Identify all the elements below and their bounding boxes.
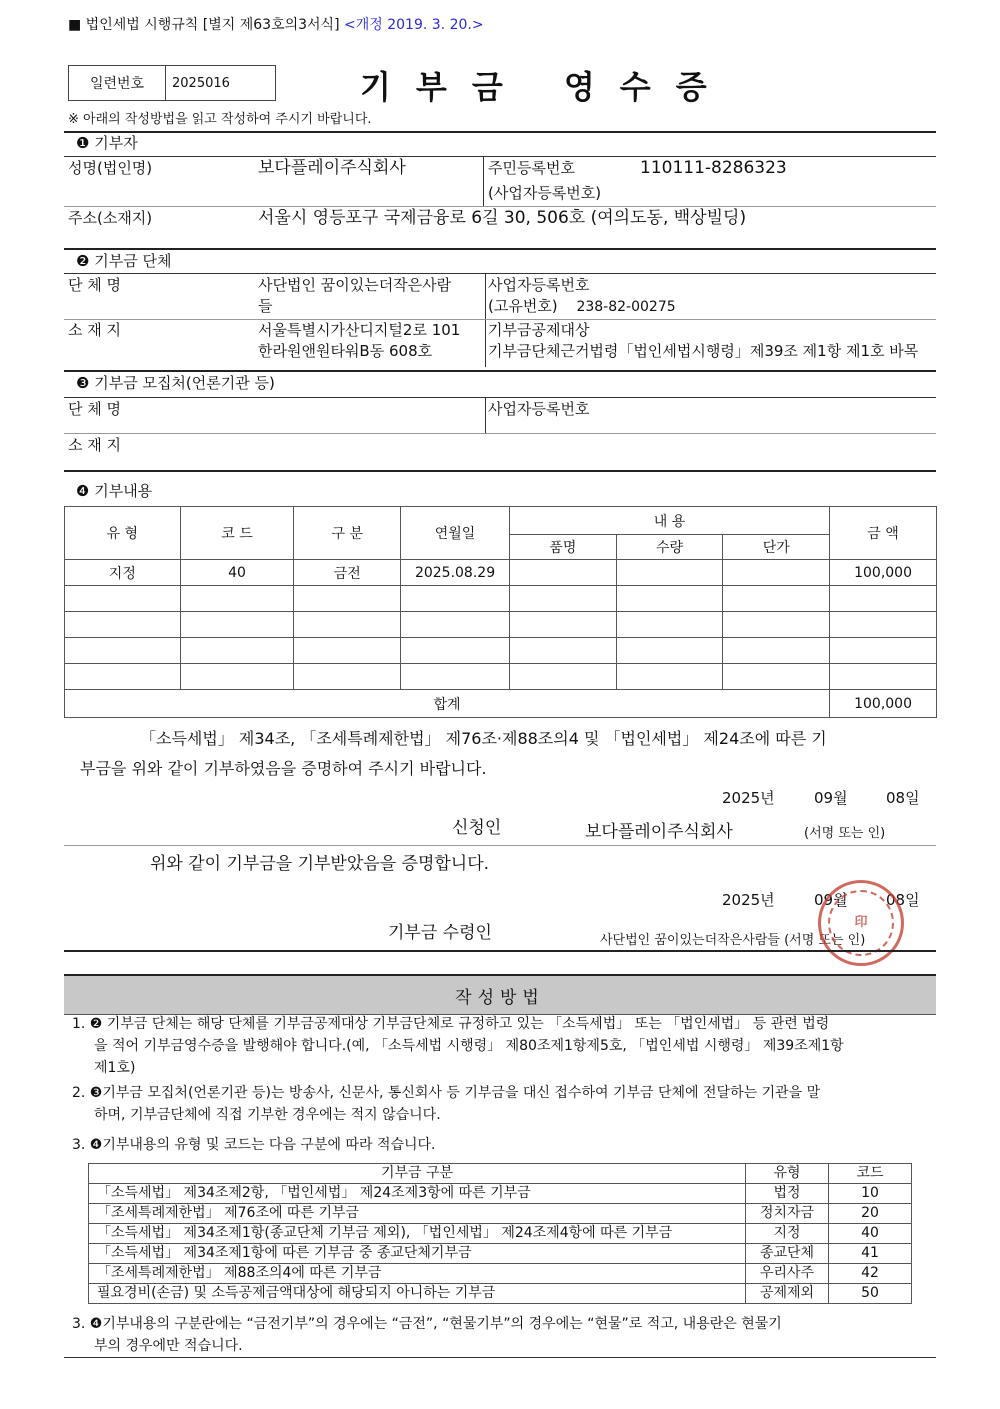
method-item1 (72, 1013, 930, 1079)
seal-stamp-text: 印 (828, 890, 894, 956)
org-name-line2: 들 (258, 297, 273, 315)
code-row (89, 1184, 912, 1204)
donor-address-label: 주소(소재지) (68, 209, 153, 227)
method-item2-line1: 2. ❸기부금 모집처(언론기관 등)는 방송사, 신문사, 통신회사 등 기부금을 대신 접수하여 기부금 단체에 전달하는 기관을 말 (72, 1085, 821, 1101)
law-reference: ■ 법인세법 시행규칙 [별지 제63호의3서식] (68, 17, 340, 33)
request-line1: 「소득세법」 제34조, 「조세특례제한법」 제76조·제88조의4 및 「법인세법」 제24조에 따른 기 (140, 729, 827, 748)
code-value: 40 (829, 1224, 912, 1244)
method-item2-line2: 하며, 기부금단체에 직접 기부한 경우에는 적지 않습니다. (94, 1107, 441, 1123)
code-category: 「소득세법」 제34조제1항에 따른 기부금 중 종교단체기부금 (89, 1244, 746, 1264)
org-address-label: 소 재 지 (68, 321, 122, 339)
code-type: 종교단체 (746, 1244, 829, 1264)
applicant-label: 신청인 (452, 818, 502, 838)
request-month: 09월 (814, 789, 848, 807)
org-deduct-label: 기부금공제대상 (488, 321, 590, 339)
row-date: 2025.08.29 (401, 560, 510, 586)
code-type: 지정 (746, 1224, 829, 1244)
request-line2: 부금을 위와 같이 기부하였음을 증명하여 주시기 바랍니다. (80, 759, 487, 778)
code-row (89, 1264, 912, 1284)
contents-section-title: ❹ 기부내용 (76, 482, 153, 500)
empty-row (65, 612, 937, 638)
header-unit-price: 단가 (723, 535, 830, 560)
request-year: 2025년 (722, 789, 775, 807)
row-category: 금전 (294, 560, 401, 586)
method-item1-line2: 을 적어 기부금영수증을 발행해야 합니다.(예, 「소득세법 시행령」 제80조제1항제5호, 「법인세법 시행령」 제39조제1항 (94, 1038, 844, 1054)
receipt-text: 위와 같이 기부금을 기부받았음을 증명합니다. (150, 854, 490, 874)
page-title: 기부금 영수증 (360, 68, 732, 106)
method-title: 작성방법 (64, 974, 936, 1015)
form-header (68, 14, 484, 34)
total-label: 합계 (65, 690, 830, 718)
code-value: 42 (829, 1264, 912, 1284)
row-item (509, 560, 616, 586)
org-biz-label: 사업자등록번호 (488, 276, 590, 294)
code-row (89, 1284, 912, 1304)
code-table (88, 1163, 912, 1304)
seal-stamp-icon (818, 880, 904, 966)
header-item: 품명 (509, 535, 616, 560)
org-deduct-basis: 기부금단체근거법령「법인세법시행령」제39조 제1항 제1호 바목 (488, 342, 919, 360)
code-row (89, 1224, 912, 1244)
header-content: 내 용 (509, 507, 829, 535)
donor-name-label: 성명(법인명) (68, 159, 153, 177)
donor-reg-label2: (사업자등록번호) (488, 184, 602, 202)
receipt-year: 2025년 (722, 891, 775, 909)
serial-value: 2025016 (172, 75, 230, 91)
organization-section-title: ❷ 기부금 단체 (76, 252, 172, 270)
header-type: 유 형 (65, 507, 181, 560)
code-type: 법정 (746, 1184, 829, 1204)
code-category: 필요경비(손금) 및 소득공제금액대상에 해당되지 아니하는 기부금 (89, 1284, 746, 1304)
row-unit-price (723, 560, 830, 586)
total-amount: 100,000 (830, 690, 937, 718)
method-item4 (72, 1313, 930, 1357)
row-qty (616, 560, 723, 586)
header-code: 코 드 (180, 507, 294, 560)
code-header-code: 코드 (829, 1164, 912, 1184)
org-address-line1: 서울특별시가산디지털2로 101 (258, 321, 461, 339)
collector-address-label: 소 재 지 (68, 436, 122, 454)
method-item4-line1: 3. ❹기부내용의 구분란에는 “금전기부”의 경우에는 “금전”, “현물기부”의 경우에는 “현물”로 적고, 내용란은 현물기 (72, 1316, 782, 1332)
code-row (89, 1244, 912, 1264)
revision-date: <개정 2019. 3. 20.> (344, 17, 484, 33)
applicant-name: 보다플레이주식회사 (585, 822, 733, 842)
serial-number-box (68, 65, 276, 101)
donor-reg-label: 주민등록번호 (488, 159, 575, 177)
org-name-line1: 사단법인 꿈이있는더작은사람 (258, 276, 452, 294)
row-code: 40 (180, 560, 294, 586)
code-type: 공제제외 (746, 1284, 829, 1304)
collector-biz-label: 사업자등록번호 (488, 400, 590, 418)
collector-name-label: 단 체 명 (68, 400, 122, 418)
applicant-sign-note: (서명 또는 인) (804, 826, 886, 841)
code-category: 「소득세법」 제34조제2항, 「법인세법」 제24조제3항에 따른 기부금 (89, 1184, 746, 1204)
code-row (89, 1204, 912, 1224)
serial-label: 일련번호 (69, 66, 166, 100)
table-row (65, 560, 937, 586)
org-biz-number: 238-82-00275 (576, 299, 676, 315)
empty-row (65, 664, 937, 690)
code-category: 「조세특례제한법」 제76조에 따른 기부금 (89, 1204, 746, 1224)
code-value: 50 (829, 1284, 912, 1304)
request-day: 08일 (886, 789, 920, 807)
org-address-line2: 한라원앤원타워B동 608호 (258, 342, 433, 360)
receipt-day: 08일 (886, 891, 920, 909)
donor-name: 보다플레이주식회사 (258, 158, 406, 178)
header-date: 연월일 (401, 507, 510, 560)
code-category: 「소득세법」 제34조제1항(종교단체 기부금 제외), 「법인세법」 제24조제4항에 따른 기부금 (89, 1224, 746, 1244)
method-item1-line3: 제1호) (94, 1060, 136, 1076)
header-category: 구 분 (294, 507, 401, 560)
donor-section-title: ❶ 기부자 (76, 134, 138, 152)
collector-section-title: ❸ 기부금 모집처(언론기관 등) (76, 374, 275, 392)
total-row (65, 690, 937, 718)
receipt-month: 09월 (814, 891, 848, 909)
code-header-category: 기부금 구분 (89, 1164, 746, 1184)
row-amount: 100,000 (830, 560, 937, 586)
header-qty: 수량 (616, 535, 723, 560)
code-value: 20 (829, 1204, 912, 1224)
empty-row (65, 638, 937, 664)
org-biz-label2: (고유번호) (488, 297, 558, 315)
empty-row (65, 586, 937, 612)
code-value: 41 (829, 1244, 912, 1264)
donor-reg-number: 110111-8286323 (640, 158, 787, 178)
code-type: 정치자금 (746, 1204, 829, 1224)
donor-address: 서울시 영등포구 국제금융로 6길 30, 506호 (여의도동, 백상빌딩) (258, 208, 747, 228)
method-item1-line1: 1. ❷ 기부금 단체는 해당 단체를 기부금공제대상 기부금단체로 규정하고 있는 「소득세법」 또는 「법인세법」 등 관련 법령 (72, 1016, 830, 1032)
instruction-note: ※ 아래의 작성방법을 읽고 작성하여 주시기 바랍니다. (68, 112, 372, 127)
header-amount: 금 액 (830, 507, 937, 560)
org-name-label: 단 체 명 (68, 276, 122, 294)
method-item4-line2: 부의 경우에만 적습니다. (94, 1338, 243, 1354)
code-type: 우리사주 (746, 1264, 829, 1284)
code-value: 10 (829, 1184, 912, 1204)
method-item2 (72, 1082, 930, 1126)
row-type: 지정 (65, 560, 181, 586)
org-biz-row (488, 296, 676, 318)
code-header-type: 유형 (746, 1164, 829, 1184)
receiver-label: 기부금 수령인 (388, 923, 492, 943)
code-category: 「조세특례제한법」 제88조의4에 따른 기부금 (89, 1264, 746, 1284)
donation-table (64, 506, 937, 718)
method-item3: 3. ❹기부내용의 유형 및 코드는 다음 구분에 따라 적습니다. (72, 1137, 436, 1153)
receiver-name: 사단법인 꿈이있는더작은사람들 (서명 또는 인) (600, 933, 866, 948)
